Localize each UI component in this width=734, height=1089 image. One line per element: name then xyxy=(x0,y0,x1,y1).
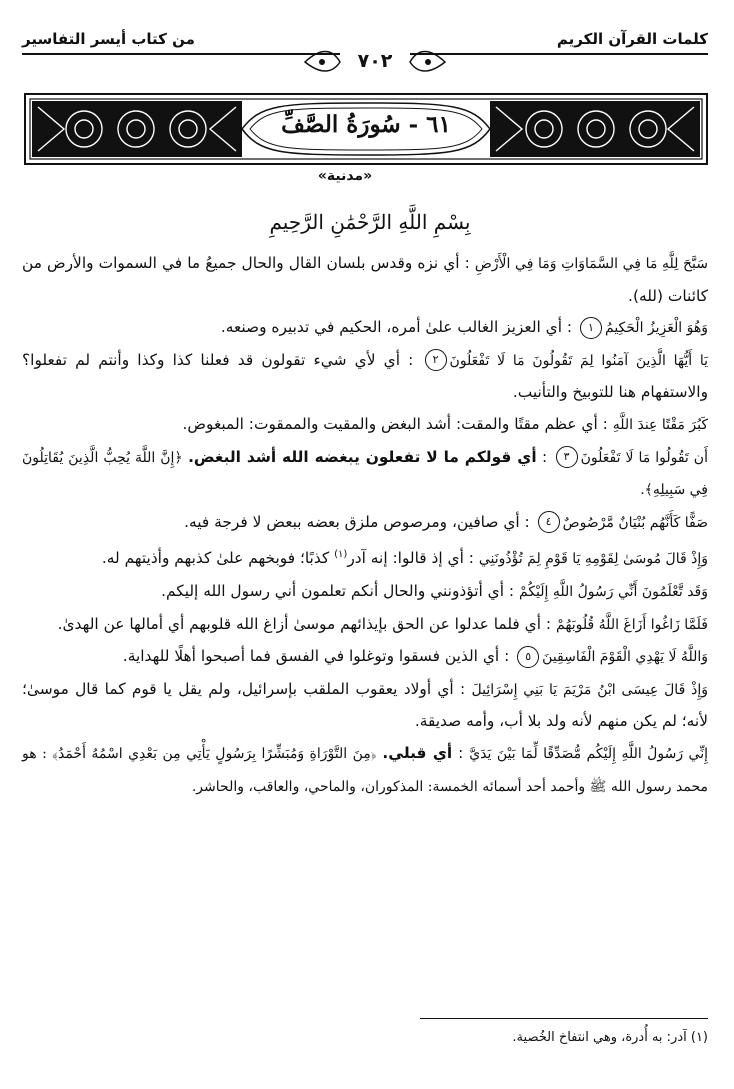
footnote: (١) آدر: به أُدرة، وهي انتفاخ الخُصية. xyxy=(512,1030,708,1045)
entry: صَفًّا كَأَنَّهُم بُنْيَانٌ مَّرْصُوصٌ٤ : أي صافين، ومرصوص ملزق بعضه ببعض لا فرجة فيه. xyxy=(22,507,708,540)
entry: كَبُرَ مَقْتًا عِندَ اللَّهِ : أي عظم مقتًا والمقت: أشد البغض والمقيت والممقوت: المبغوض. xyxy=(182,414,708,433)
entry: فَلَمَّا زَاغُوا أَزَاغَ اللَّهُ قُلُوبَهُمْ : أي فلما عدلوا عن الحق بإيذائهم موسىٰ أزاغ الله قلوبهم أي أمالها عن الهدىٰ. xyxy=(57,614,708,633)
verse-text: سَبَّحَ لِلَّهِ مَا فِي السَّمَاوَاتِ وَمَا فِي الْأَرْضِ xyxy=(474,256,708,272)
verse-number: ٥ xyxy=(517,646,539,668)
verse-number: ٢ xyxy=(425,349,447,371)
verse-text: أَن تَقُولُوا مَا لَا تَفْعَلُونَ xyxy=(580,449,708,466)
entry: أَن تَقُولُوا مَا لَا تَفْعَلُونَ٣ : أي قولكم ما لا تفعلون يبغضه الله أشد البغض. ﴿إِنَّ اللَّهَ يُحِبُّ الَّذِينَ يُقَاتِلُونَ فِي سَبِيلِهِ﴾. xyxy=(22,447,708,499)
entry: سَبَّحَ لِلَّهِ مَا فِي السَّمَاوَاتِ وَمَا فِي الْأَرْضِ : أي نزه وقدس بلسان القال والحال جميعُ ما في السموات والأرض من كائنات (لله). xyxy=(22,254,708,305)
explanation: أي قبلي. xyxy=(382,744,453,763)
verse-text: وَقَد تَّعْلَمُونَ أَنِّي رَسُولُ اللَّهِ إِلَيْكُمْ xyxy=(518,584,708,601)
explanation: أي لأي شيء تقولون قد فعلنا كذا وكذا وأنتم لم تفعلوا؟ والاستفهام هنا للتوبيخ والتأنيب. xyxy=(22,350,708,402)
verse-text: وَإِذْ قَالَ مُوسَىٰ لِقَوْمِهِ يَا قَوْمِ لِمَ تُؤْذُونَنِي xyxy=(478,551,708,568)
verse-text: صَفًّا كَأَنَّهُم بُنْيَانٌ مَّرْصُوصٌ xyxy=(562,514,708,531)
footnote-marker: (١) xyxy=(334,549,348,561)
running-header-book-title: كلمات القرآن الكريم xyxy=(556,30,708,48)
entry: وَاللَّهُ لَا يَهْدِي الْقَوْمَ الْفَاسِقِينَ٥ : أي الذين فسقوا وتوغلوا في الفسق فما أصبحوا أهلًا للهداية. xyxy=(22,641,708,674)
running-header-source: من كتاب أيسر التفاسير xyxy=(22,30,195,48)
explanation: أي فلما عدلوا عن الحق بإيذائهم موسىٰ أزاغ الله قلوبهم أي أمالها عن الهدىٰ. xyxy=(57,614,542,633)
verse-text: وَاللَّهُ لَا يَهْدِي الْقَوْمَ الْفَاسِقِينَ xyxy=(542,649,708,666)
explanation: أي العزيز الغالب علىٰ أمره، الحكيم في تدبيره وصنعه. xyxy=(220,318,563,337)
page-number-ornament xyxy=(300,44,450,80)
entry: يَا أَيُّهَا الَّذِينَ آمَنُوا لِمَ تَقُولُونَ مَا لَا تَفْعَلُونَ٢ : أي لأي شيء تقولون قد فعلنا كذا وكذا وأنتم لم تفعلوا؟ والاستفهام هنا للتوبيخ والتأنيب. xyxy=(22,350,709,402)
explanation: أي أتؤذونني والحال أنكم تعلمون أني رسول الله إليكم. xyxy=(161,582,504,601)
verse-text: يَا أَيُّهَا الَّذِينَ آمَنُوا لِمَ تَقُولُونَ مَا لَا تَفْعَلُونَ xyxy=(449,352,709,369)
surah-type: «مدنية» xyxy=(317,168,373,184)
entry: وَإِذْ قَالَ مُوسَىٰ لِقَوْمِهِ يَا قَوْمِ لِمَ تُؤْذُونَنِي : أي إذ قالوا: إنه آدر$^{(١)}$ كذبًا؛ فوبخهم علىٰ كذبهم وأذيتهم له. xyxy=(101,549,708,568)
explanation-cont: كذبًا؛ فوبخهم علىٰ كذبهم وأذيتهم له. xyxy=(101,549,330,568)
entry: وَقَد تَّعْلَمُونَ أَنِّي رَسُولُ اللَّهِ إِلَيْكُمْ : أي أتؤذونني والحال أنكم تعلمون أني رسول الله إليكم. xyxy=(161,582,708,601)
quoted-verse: ﴿مِنَ التَّوْرَاةِ وَمُبَشِّرًا بِرَسُولٍ يَأْتِي مِن بَعْدِي اسْمُهُ أَحْمَدُ﴾ : هو محمد رسول الله ﷺ وأحمد أحد أسمائه الخمسة: المذكوران، والماحي، والعاقب، والحاشر. xyxy=(22,746,708,795)
verse-number: ١ xyxy=(580,317,602,339)
quoted-verse: ﴿إِنَّ اللَّهَ يُحِبُّ الَّذِينَ يُقَاتِلُونَ فِي سَبِيلِهِ﴾. xyxy=(22,449,708,499)
verse-text: إِنِّي رَسُولُ اللَّهِ إِلَيْكُم مُّصَدِّقًا لِّمَا بَيْنَ يَدَيَّ xyxy=(469,746,708,763)
entry: وَإِذْ قَالَ عِيسَى ابْنُ مَرْيَمَ يَا بَنِي إِسْرَائِيلَ : أي أولاد يعقوب الملقب بإسرائيل، ولم يقل يا قوم كما قال موسىٰ؛ لأنه؛ لم يكن منهم لأنه ولد بلا أب، وأمه صديقة. xyxy=(22,679,708,731)
tafsir-body xyxy=(22,248,708,803)
entry: وَهُوَ الْعَزِيزُ الْحَكِيمُ١ : أي العزيز الغالب علىٰ أمره، الحكيم في تدبيره وصنعه. xyxy=(22,312,708,345)
verse-text: فَلَمَّا زَاغُوا أَزَاغَ اللَّهُ قُلُوبَهُمْ xyxy=(556,616,708,633)
verse-text: كَبُرَ مَقْتًا عِندَ اللَّهِ xyxy=(612,416,708,433)
explanation: أي الذين فسقوا وتوغلوا في الفسق فما أصبحوا أهلًا للهداية. xyxy=(122,647,500,666)
entry: إِنِّي رَسُولُ اللَّهِ إِلَيْكُم مُّصَدِّقًا لِّمَا بَيْنَ يَدَيَّ : أي قبلي. ﴿مِنَ التَّوْرَاةِ وَمُبَشِّرًا بِرَسُولٍ يَأْتِي مِن بَعْدِي اسْمُهُ أَحْمَدُ﴾ : هو محمد رسول الله ﷺ وأحمد أحد أسمائه الخمسة: المذكوران، والماحي، والعاقب، والحاشر. xyxy=(22,744,708,795)
page-number: ٧٠٢ xyxy=(357,50,393,72)
footnote-rule xyxy=(420,1018,708,1019)
surah-banner xyxy=(24,93,708,165)
explanation: أي إذ قالوا: إنه آدر xyxy=(347,549,464,568)
verse-number: ٣ xyxy=(556,446,578,468)
verse-number: ٤ xyxy=(538,511,560,533)
explanation: أي أولاد يعقوب الملقب بإسرائيل، ولم يقل يا قوم كما قال موسىٰ؛ لأنه؛ لم يكن منهم لأنه ولد بلا أب، وأمه صديقة. xyxy=(22,679,708,731)
verse-text: وَهُوَ الْعَزِيزُ الْحَكِيمُ xyxy=(605,320,708,337)
explanation: أي قولكم ما لا تفعلون يبغضه الله أشد البغض. xyxy=(188,447,537,466)
explanation: أي نزه وقدس بلسان القال والحال جميعُ ما في السموات والأرض من كائنات (لله). xyxy=(22,254,708,305)
explanation: أي صافين، ومرصوص ملزق بعضه ببعض لا فرجة فيه. xyxy=(184,512,520,531)
basmala: بِسْمِ اللَّهِ الرَّحْمَٰنِ الرَّحِيمِ xyxy=(269,210,471,234)
surah-title: ٦١ - سُورَةُ الصَّفِّ xyxy=(281,111,451,138)
explanation: أي عظم مقتًا والمقت: أشد البغض والمقيت والممقوت: المبغوض. xyxy=(182,414,598,433)
verse-text: وَإِذْ قَالَ عِيسَى ابْنُ مَرْيَمَ يَا بَنِي إِسْرَائِيلَ xyxy=(471,681,708,698)
